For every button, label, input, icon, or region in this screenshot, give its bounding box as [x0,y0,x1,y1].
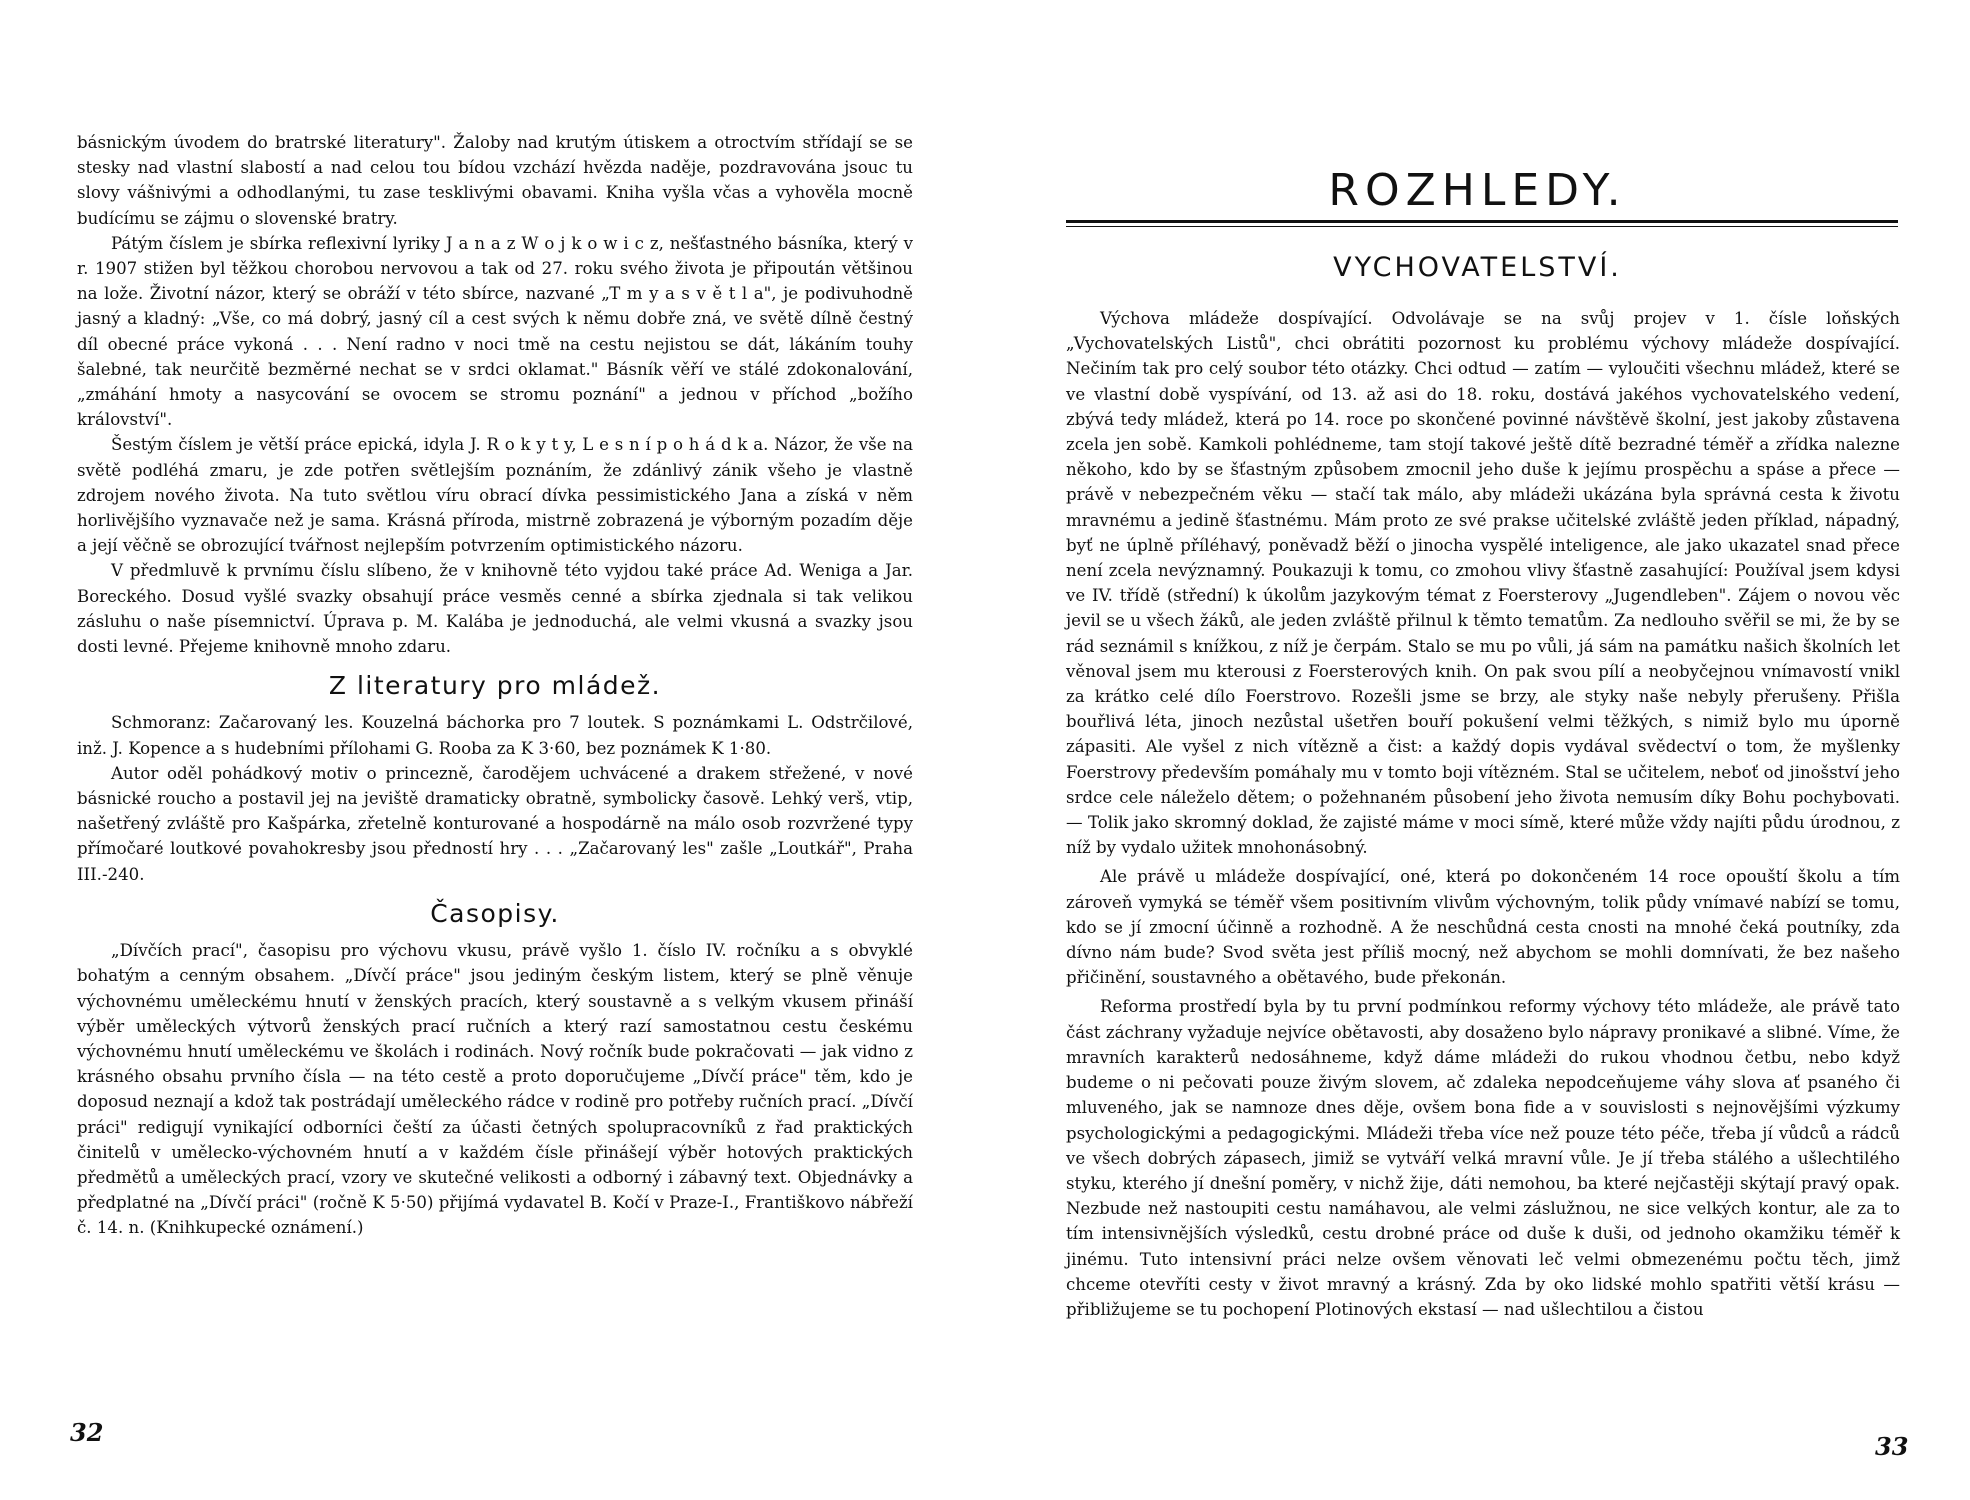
left-text-column [77,130,913,1241]
paragraph: „Dívčích prací", časopisu pro výchovu vkusu, právě vyšlo 1. číslo IV. ročníku a s obvyklé bohatým a cenným obsahem. „Dívčí práce" jsou jediným českým listem, který se plně věnuje výchovnému uměleckému hnutí v ženských pracích, který soustavně a s velkým vkusem přináší výběr uměleckých výtvorů ženských prací ručních a který razí samostatnou cestu českému výchovnému hnutí uměleckému ve školách i rodinách. Nový ročník bude pokračovati — jak vidno z krásného obsahu prvního čísla — na této cestě a proto doporučujeme „Dívčí práce" těm, kdo je doposud neznají a kdož tak postrádají uměleckého rádce v rodině pro potřeby ručních prací. „Dívčí práci" redigují vynikající odborníci čeští za účasti četných spolupracovníků z řad praktických činitelů v umělecko-výchovném hnutí a v každém čísle přinášejí výběr hotových praktických předmětů a uměleckých prací, vzory ve skutečné velikosti a odborný i zábavný text. Objednávky a předplatné na „Dívčí práci" (ročně K 5·50) přijímá vydavatel B. Kočí v Praze-I., Františkovo nábřeží č. 14. n. (Knihkupecké oznámení.) [77,941,913,1238]
right-page [985,0,1970,1500]
paragraph: V předmluvě k prvnímu číslu slíbeno, že v knihovně této vyjdou také práce Ad. Weniga a Jar. Boreckého. Dosud vyšlé svazky obsahují práce vesměs cenné a sbírka zjednala si tak velikou zásluhu o naše písemnictví. Úprava p. M. Kalába je jednoduchá, ale velmi vkusná a svazky jsou dosti levné. Přejeme knihovně mnoho zdaru. [77,561,913,657]
paragraph: Autor oděl pohádkový motiv o princezně, čarodějem uchvácené a drakem střežené, v nové básnické roucho a postavil jej na jeviště dramaticky obratně, symbolicky časově. Lehký verš, vtip, našetřený zvláště pro Kašpárka, zřetelně konturované a hospodárně na málo osob rozvržené typy přímočaré loutkové povahokresby jsou předností hry . . . „Začarovaný les" zašle „Loutkář", Praha III.-240. [77,763,913,884]
youth-literature-heading: Z literatury pro mládež. [328,671,662,701]
paragraph: Schmoranz: Začarovaný les. Kouzelná báchorka pro 7 loutek. S poznámkami L. Odstrčilové, inž. J. Kopence a s hudebními přílohami G. Rooba za K 3·60, bez poznámek K 1·80. [77,713,913,758]
title-rule [1066,220,1898,223]
title-rule-thin [1066,226,1898,227]
page-title: ROZHLEDY. [1328,165,1627,216]
paragraph: Výchova mládeže dospívající. Odvolávaje se na svůj projev v 1. čísle loňských „Vychovatelských Listů", chci obrátiti pozornost ku problému výchovy mládeže dospívající. Nečiním tak pro celý soubor této otázky. Chci odtud — zatím — vyloučiti všechnu mládež, které se ve vlastní době vyspívání, od 13. až asi do 18. roku, dostává jakéhos vychovatelského vedení, zbývá tedy mládež, která po 14. roce po skončené povinné návštěvě školní, jest jakoby zůstavena zcela jen sobě. Kamkoli pohlédneme, tam stojí takové ještě dítě bezradné téměř a zřídka nalezne někoho, kdo by se šťastným způsobem zmocnil jeho duše k jejímu prospěchu a spáse a přece — právě v nebezpečném věku — stačí tak málo, aby mládeži ukázána byla správná cesta k životu mravnému a jedině šťastnému. Mám proto ze své prakse učitelské zvláště jeden příklad, nápadný, byť ne úplně příléhavý, poněvadž běží o jinocha vyspělé inteligence, ale jako ukazatel snad přece není zcela nevýznamný. Poukazuji k tomu, co zmohou vlivy šťastně zasahující: Používal jsem kdysi ve IV. třídě (střední) k úkolům jazykovým témat z Foersterovy „Jugendleben". Zájem o novou věc jevil se u všech žáků, ale jeden zvláště přilnul k těmto tematům. Za nedlouho svěřil se mi, že by se rád seznámil s knížkou, z níž je čerpám. Stalo se mu po vůli, já sám na památku našich školních let věnoval jsem mu kterousi z Foersterových knih. On pak svou pílí a neobyčejnou vnímavostí vnikl za krátko celé dílo Foerstrovo. Rozešli jsme se brzy, ale styky naše nebyly přerušeny. Přišla bouřlivá léta, jinoch nezůstal ušetřen bouří pokušení velmi těžkých, s nimiž bylo mu úporně zápasiti. Ale vyšel z nich vítězně a čist: a každý dopis vydával svědectví o tom, že myšlenky Foerstrovy především pomáhaly mu v tomto boji vítězném. Stal se učitelem, neboť od jinošství jeho srdce cele náleželo dětem; o požehnaném působení jeho života nemusím díky Bohu pochybovati. — Tolik jako skromný doklad, že zajisté máme v moci símě, které může vždy najíti půdu úrodnou, z níž by vydalo užitek mnohonásobný. [1066,309,1900,858]
page-number-left: 32 [70,1418,104,1447]
section-title: VYCHOVATELSTVÍ. [1333,252,1622,283]
paragraph: Ale právě u mládeže dospívající, oné, která po dokončeném 14 roce opouští školu a tím zároveň vymyká se téměř všem positivním vlivům výchovným, tolik půdy vnímavé nabízí se tomu, kdo se jí zmocní účinně a rozhodně. A že neschůdná cesta cnosti na mnohé čeká poutníky, zda dívno nám bude? Svod světa jest příliš mocný, než abychom se mohli domnívati, že bez našeho přičinění, soustavného a obětavého, bude překonán. [1066,867,1900,988]
right-text-column [1066,306,1900,1326]
page-number-right: 33 [1875,1432,1909,1461]
paragraph: Reforma prostředí byla by tu první podmínkou reformy výchovy této mládeže, ale právě tato část záchrany vyžaduje nejvíce obětavosti, aby dosaženo bylo nápravy pronikavé a slibné. Víme, že mravních karakterů nedosáhneme, když dáme mládeži do rukou vhodnou četbu, nebo když budeme o ni pečovati pouze živým slovem, ač zdaleka nepodceňujeme váhy slova ať psaného či mluveného, jak se namnoze dnes děje, ovšem bona fide a v souvislosti s nejnovějšími výzkumy psychologickými a pedagogickými. Mládeži třeba více než pouze této péče, třeba jí vůdců a rádců ve všech dobrých zápasech, jimiž se vytváří velká mravní vůle. Je jí třeba stálého a ušlechtilého styku, kterého jí dnešní poměry, v nichž žije, dáti nemohou, ba které nejčastěji skýtají pravý opak. Nezbude než nastoupiti cestu namáhavou, ale velmi záslužnou, ne sice velkých kontur, ale za to tím intensivnějších výsledků, cestu drobné práce od duše k duši, od jednoho okamžiku téměř k jinému. Tuto intensivní práci nelze ovšem věnovati leč velmi obmezenému počtu těch, jimž chceme otevříti cesty v život mravný a krásný. Zda by oko lidské mohlo spatřiti větší krásu — přibližujeme se tu pochopení Plotinových ekstasí — nad ušlechtilou a čistou [1066,997,1900,1319]
paragraph: Šestým číslem je větší práce epická, idyla J. R o k y t y, L e s n í p o h á d k a. Názor, že vše na světě podléhá zmaru, je zde potřen světlejším poznáním, že zdánlivý zánik všeho je vlastně zdrojem nového života. Na tuto světlou víru obrací dívka pessimistického Jana a získá v něm horlivějšího vyznavače než je sama. Krásná příroda, mistrně zobrazená je výborným pozadím děje a její věčně se obrozující tvářnost nejlepším potvrzením optimistického názoru. [77,435,913,556]
journals-heading: Časopisy. [430,898,560,928]
paragraph: Pátým číslem je sbírka reflexivní lyriky J a n a z W o j k o w i c z, nešťastného básníka, který v r. 1907 stižen byl těžkou chorobou nervovou a tak od 27. roku svého života je připoután většinou na lože. Životní názor, který se obráží v této sbírce, nazvané „T m y a s v ě t l a", je podivuhodně jasný a kladný: „Vše, co má dobrý, jasný cíl a cest svých k němu dobře zná, ve světě dílně čestný díl obecné práce vykoná . . . Není radno v noci tmě na cestu nejistou se dát, lákáním touhy šalebné, tak neurčitě bezměrné nechat se v srdci oklamat." Básník věří ve stálé zdokonalování, „zmáhání hmoty a nasycování se ovocem se stromu poznání" a jednou v příchod „božího království". [77,233,913,430]
paragraph: básnickým úvodem do bratrské literatury". Žaloby nad krutým útiskem a otroctvím střídají se se stesky nad vlastní slabostí a nad celou tou bídou vzchází hvězda naděje, pozdravována jsouc tu slovy vášnivými a odhodlanými, tu zase tesklivými obavami. Kniha vyšla včas a vyhověla mocně budícímu se zájmu o slovenské bratry. [77,133,913,228]
